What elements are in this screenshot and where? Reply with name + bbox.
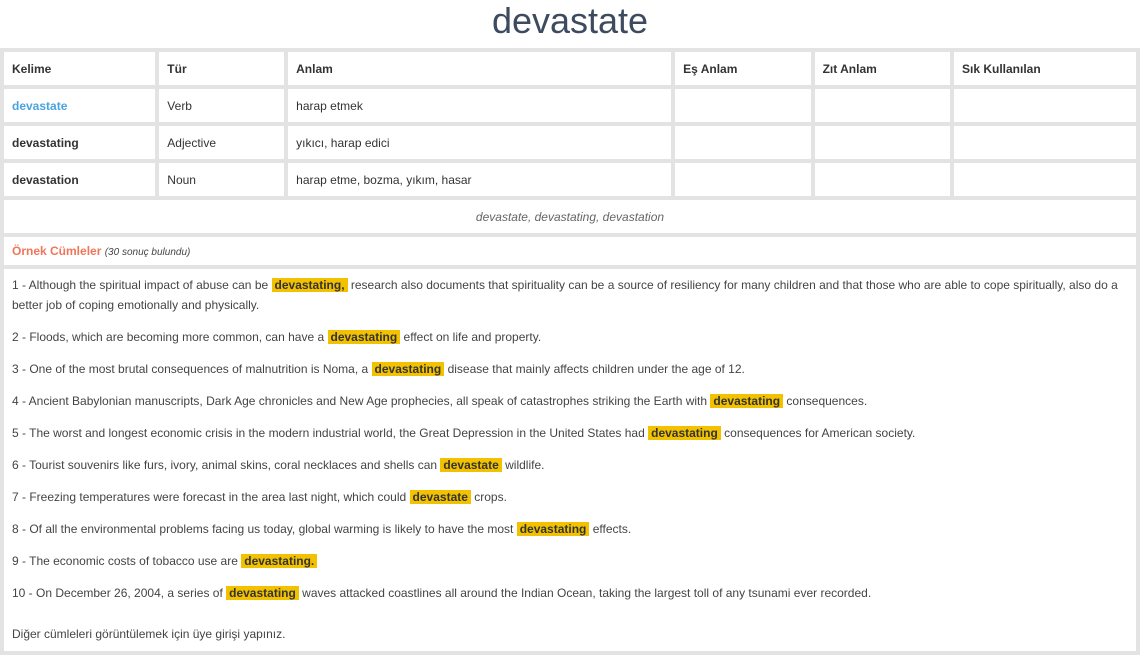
- examples-header: [4, 237, 1136, 265]
- variants-row: [4, 200, 1136, 233]
- examples-body-row: [4, 269, 1136, 651]
- header-sik-kullanilan: Sık Kullanılan: [954, 52, 1136, 85]
- page-title: devastate: [491, 0, 649, 41]
- example-sentence: [12, 359, 1128, 379]
- examples-list: [4, 269, 1136, 651]
- example-sentence: [12, 391, 1128, 411]
- examples-header-row: [4, 237, 1136, 265]
- examples-count: (30 sonuç bulundu): [104, 247, 191, 258]
- example-sentence: [12, 487, 1128, 507]
- table-header-row: [4, 52, 1136, 85]
- word-antonyms: [815, 89, 950, 122]
- word-synonyms: [675, 89, 810, 122]
- sentence-text: consequences for American society.: [724, 426, 916, 440]
- highlighted-word: devastating: [648, 426, 721, 440]
- word-table: [0, 48, 1140, 655]
- examples-title: Örnek Cümleler: [12, 244, 102, 258]
- highlighted-word: devastating,: [272, 278, 348, 292]
- example-sentence: [12, 583, 1128, 603]
- word-meaning: harap etme, bozma, yıkım, hasar: [288, 163, 671, 196]
- header-es-anlam: Eş Anlam: [675, 52, 810, 85]
- word-cell: devastating: [4, 126, 155, 159]
- word-common: [954, 89, 1136, 122]
- highlighted-word: devastating: [372, 362, 445, 376]
- word-meaning: harap etmek: [288, 89, 671, 122]
- sentence-text: consequences.: [786, 394, 868, 408]
- word-common: [954, 126, 1136, 159]
- login-note-text: yapınız.: [243, 627, 286, 641]
- table-row: [4, 89, 1136, 122]
- header-zit-anlam: Zıt Anlam: [815, 52, 950, 85]
- word-type: Verb: [159, 89, 284, 122]
- sentence-text: 9 - The economic costs of tobacco use are: [12, 554, 238, 568]
- sentence-text: 6 - Tourist souvenirs like furs, ivory, animal skins, coral necklaces and shells can: [12, 458, 438, 472]
- example-sentence: [12, 275, 1128, 315]
- sentence-text: 10 - On December 26, 2004, a series of: [12, 586, 223, 600]
- word-antonyms: [815, 126, 950, 159]
- word-common: [954, 163, 1136, 196]
- sentence-text: research also documents that spirituality can be a source of resiliency for many children and that those who are able to cope spiritually, also do a better job of coping emotionally and physically.: [12, 278, 1118, 312]
- word-synonyms: [675, 126, 810, 159]
- highlighted-word: devastate: [440, 458, 501, 472]
- header-anlam: Anlam: [288, 52, 671, 85]
- word-variants: devastate, devastating, devastation: [4, 200, 1136, 233]
- highlighted-word: devastating: [328, 330, 401, 344]
- highlighted-word: devastating.: [241, 554, 317, 568]
- sentence-text: 4 - Ancient Babylonian manuscripts, Dark Age chronicles and New Age prophecies, all speak of catastrophes striking the Earth with: [12, 394, 708, 408]
- word-link[interactable]: devastate: [4, 89, 155, 122]
- word-type: Noun: [159, 163, 284, 196]
- highlighted-word: devastating: [226, 586, 299, 600]
- word-synonyms: [675, 163, 810, 196]
- word-meaning: yıkıcı, harap edici: [288, 126, 671, 159]
- login-link[interactable]: üye girişi: [192, 627, 241, 641]
- sentence-text: effect on life and property.: [403, 330, 542, 344]
- highlighted-word: devastate: [410, 490, 471, 504]
- table-row: [4, 126, 1136, 159]
- sentence-text: 3 - One of the most brutal consequences of malnutrition is Noma, a: [12, 362, 369, 376]
- word-antonyms: [815, 163, 950, 196]
- sentence-text: 5 - The worst and longest economic crisis in the modern industrial world, the Great Depression in the United States had: [12, 426, 645, 440]
- word-cell: devastation: [4, 163, 155, 196]
- sentence-text: 8 - Of all the environmental problems facing us today, global warming is likely to have the most: [12, 522, 514, 536]
- sentence-text: waves attacked coastlines all around the Indian Ocean, taking the largest toll of any tsunami ever recorded.: [302, 586, 872, 600]
- header-kelime: Kelime: [4, 52, 155, 85]
- sentence-text: effects.: [592, 522, 632, 536]
- header-tur: Tür: [159, 52, 284, 85]
- sentence-text: wildlife.: [505, 458, 545, 472]
- sentence-text: crops.: [474, 490, 507, 504]
- example-sentence: [12, 551, 1128, 571]
- highlighted-word: devastating: [517, 522, 590, 536]
- table-row: [4, 163, 1136, 196]
- example-sentence: [12, 423, 1128, 443]
- example-sentence: [12, 519, 1128, 539]
- sentence-text: 1 - Although the spiritual impact of abuse can be: [12, 278, 269, 292]
- login-note-text: Diğer cümleleri görüntülemek için: [12, 627, 190, 641]
- login-note: [12, 625, 1128, 643]
- word-type: Adjective: [159, 126, 284, 159]
- highlighted-word: devastating: [710, 394, 783, 408]
- sentence-text: 2 - Floods, which are becoming more common, can have a: [12, 330, 325, 344]
- sentence-text: disease that mainly affects children under the age of 12.: [447, 362, 745, 376]
- example-sentence: [12, 455, 1128, 475]
- example-sentence: [12, 327, 1128, 347]
- sentence-text: 7 - Freezing temperatures were forecast in the area last night, which could: [12, 490, 407, 504]
